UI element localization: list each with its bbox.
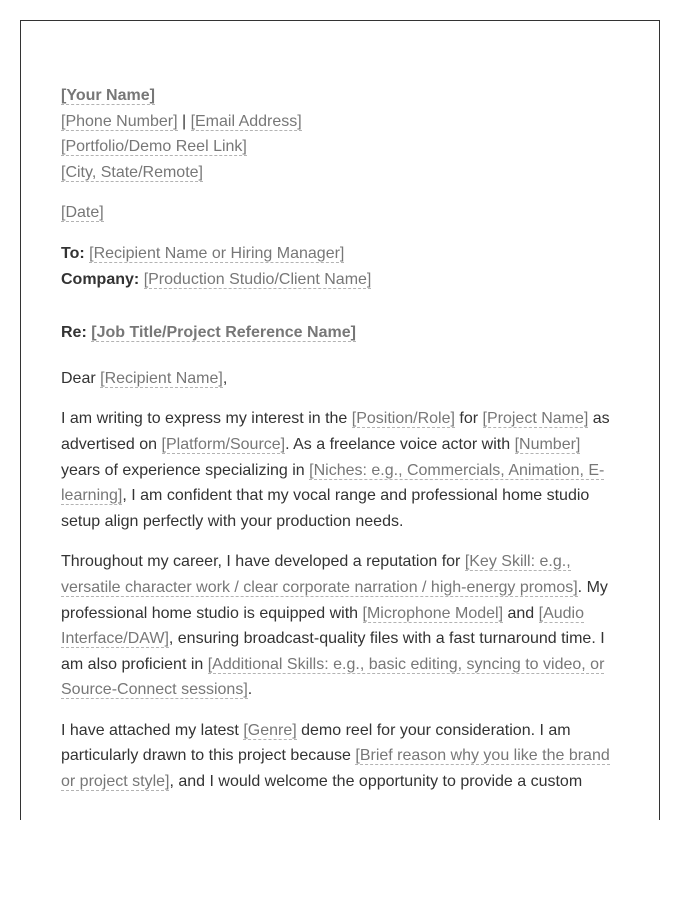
job-title-field[interactable]: [Job Title/Project Reference Name] <box>91 324 356 342</box>
recipient-name-field[interactable]: [Recipient Name or Hiring Manager] <box>89 244 345 262</box>
p3-text: demo reel for your consideration. I am particularly drawn to this project because <box>61 721 571 765</box>
salutation <box>61 366 617 392</box>
audio-interface-field[interactable]: [Audio Interface/DAW] <box>61 604 584 648</box>
salutation-name-field[interactable]: [Recipient Name] <box>100 369 223 387</box>
body-paragraph-3 <box>61 718 617 795</box>
key-skill-field[interactable]: [Key Skill: e.g., versatile character work / clear corporate narration / high-energy promos] <box>61 553 578 596</box>
platform-field[interactable]: [Platform/Source] <box>161 435 286 453</box>
to-label: To: <box>61 244 85 262</box>
p1-text: years of experience specializing in <box>61 461 310 479</box>
re-label: Re: <box>61 324 87 342</box>
sender-header <box>61 83 617 185</box>
p1-text: I am writing to express my interest in the <box>61 410 352 428</box>
portfolio-field[interactable]: [Portfolio/Demo Reel Link] <box>61 138 247 156</box>
location-field[interactable]: [City, State/Remote] <box>61 163 203 181</box>
p2-text: . <box>247 681 253 699</box>
p1-text: as advertised on <box>61 410 610 453</box>
company-field[interactable]: [Production Studio/Client Name] <box>143 270 372 288</box>
microphone-field[interactable]: [Microphone Model] <box>362 604 504 622</box>
genre-field[interactable]: [Genre] <box>243 721 297 739</box>
company-label: Company: <box>61 270 140 288</box>
body-paragraph-1 <box>61 406 617 534</box>
subject-line <box>61 320 617 346</box>
reason-field[interactable]: [Brief reason why you like the brand or project style] <box>61 747 610 791</box>
email-field[interactable]: [Email Address] <box>190 112 302 130</box>
p2-text: Throughout my career, I have developed a reputation for <box>61 553 465 571</box>
p2-text: , ensuring broadcast-quality files with a fast turnaround time. I am also proficient in <box>61 630 605 673</box>
additional-skills-field[interactable]: [Additional Skills: e.g., basic editing, syncing to video, or Source-Connect sessions] <box>61 655 605 699</box>
letter-content <box>61 83 617 795</box>
position-field[interactable]: [Position/Role] <box>351 410 455 428</box>
p3-text: I have attached my latest <box>61 721 244 739</box>
date-field[interactable]: [Date] <box>61 204 104 222</box>
years-field[interactable]: [Number] <box>514 435 581 453</box>
contact-separator: | <box>177 112 191 130</box>
recipient-block <box>61 241 617 292</box>
body-paragraph-2 <box>61 549 617 703</box>
p1-text: , I am confident that my vocal range and professional home studio setup align perfectly with your production needs. <box>61 487 590 530</box>
salutation-prefix: Dear <box>61 369 101 387</box>
p2-text: . My professional home studio is equipped with <box>61 578 608 622</box>
date-line <box>61 200 617 226</box>
p3-text: , and I would welcome the opportunity to provide a custom <box>169 773 583 791</box>
p1-text: for <box>454 410 483 428</box>
niches-field[interactable]: [Niches: e.g., Commercials, Animation, E-learning] <box>61 461 605 505</box>
phone-field[interactable]: [Phone Number] <box>61 112 178 130</box>
salutation-suffix: , <box>222 369 228 387</box>
project-name-field[interactable]: [Project Name] <box>482 410 589 428</box>
sender-name-field[interactable]: [Your Name] <box>61 87 155 104</box>
p2-text: and <box>503 604 539 622</box>
letter-page <box>20 20 660 820</box>
p1-text: . As a freelance voice actor with <box>285 435 515 453</box>
